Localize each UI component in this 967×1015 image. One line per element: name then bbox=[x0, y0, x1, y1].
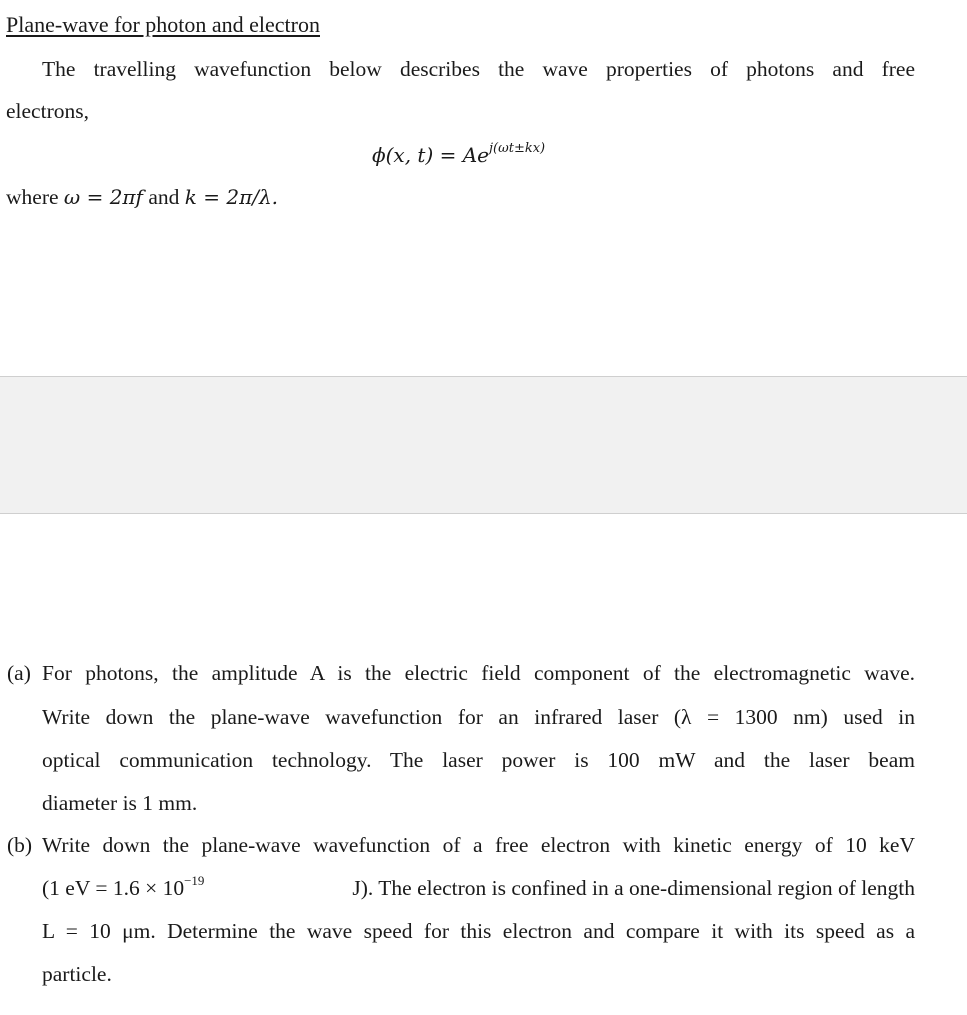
question-b-line-2-post: J). The electron is confined in a one-dimensional region of length bbox=[347, 876, 915, 900]
question-b-line-2-pre: (1 eV = 1.6 × 10 bbox=[42, 876, 185, 900]
where-and: and bbox=[142, 185, 185, 209]
question-a-line-2: Write down the plane-wave wavefunction for an infrared laser (λ = 1300 nm) used in bbox=[42, 705, 915, 729]
omega-definition: ω = 2πf bbox=[63, 185, 143, 209]
question-a-line-1: For photons, the amplitude A is the electric field component of the electromagnetic wave. bbox=[42, 661, 915, 685]
blank-band-upper bbox=[0, 376, 967, 446]
question-b-line-1: Write down the plane-wave wavefunction of a free electron with kinetic energy of 10 keV bbox=[42, 833, 915, 857]
where-definitions bbox=[6, 185, 278, 210]
question-a-label: (a) bbox=[7, 661, 31, 685]
question-b-line-2-exponent: −19 bbox=[184, 872, 205, 888]
question-b-line-3: L = 10 μm. Determine the wave speed for this electron and compare it with its speed as a bbox=[42, 919, 915, 943]
blank-band-lower bbox=[0, 445, 967, 514]
question-a-line-4: diameter is 1 mm. bbox=[42, 791, 198, 815]
intro-line-1: The travelling wavefunction below describes the wave properties of photons and free bbox=[42, 57, 915, 81]
wave-equation bbox=[372, 143, 545, 167]
intro-line-2: electrons, bbox=[6, 99, 89, 123]
question-b-label: (b) bbox=[7, 833, 33, 857]
page-title: Plane-wave for photon and electron bbox=[6, 12, 320, 37]
k-definition: k = 2π/λ. bbox=[184, 185, 278, 209]
equation-lhs: ϕ(x, t) = Ae bbox=[372, 143, 490, 167]
question-a-line-3: optical communication technology. The laser power is 100 mW and the laser beam bbox=[42, 748, 915, 772]
question-b-line-2-math bbox=[42, 872, 205, 901]
equation-exponent: j(ωt±kx) bbox=[489, 141, 546, 157]
question-b-line-4: particle. bbox=[42, 962, 112, 986]
question-b-line-2 bbox=[42, 872, 915, 901]
where-prefix: where bbox=[6, 185, 64, 209]
